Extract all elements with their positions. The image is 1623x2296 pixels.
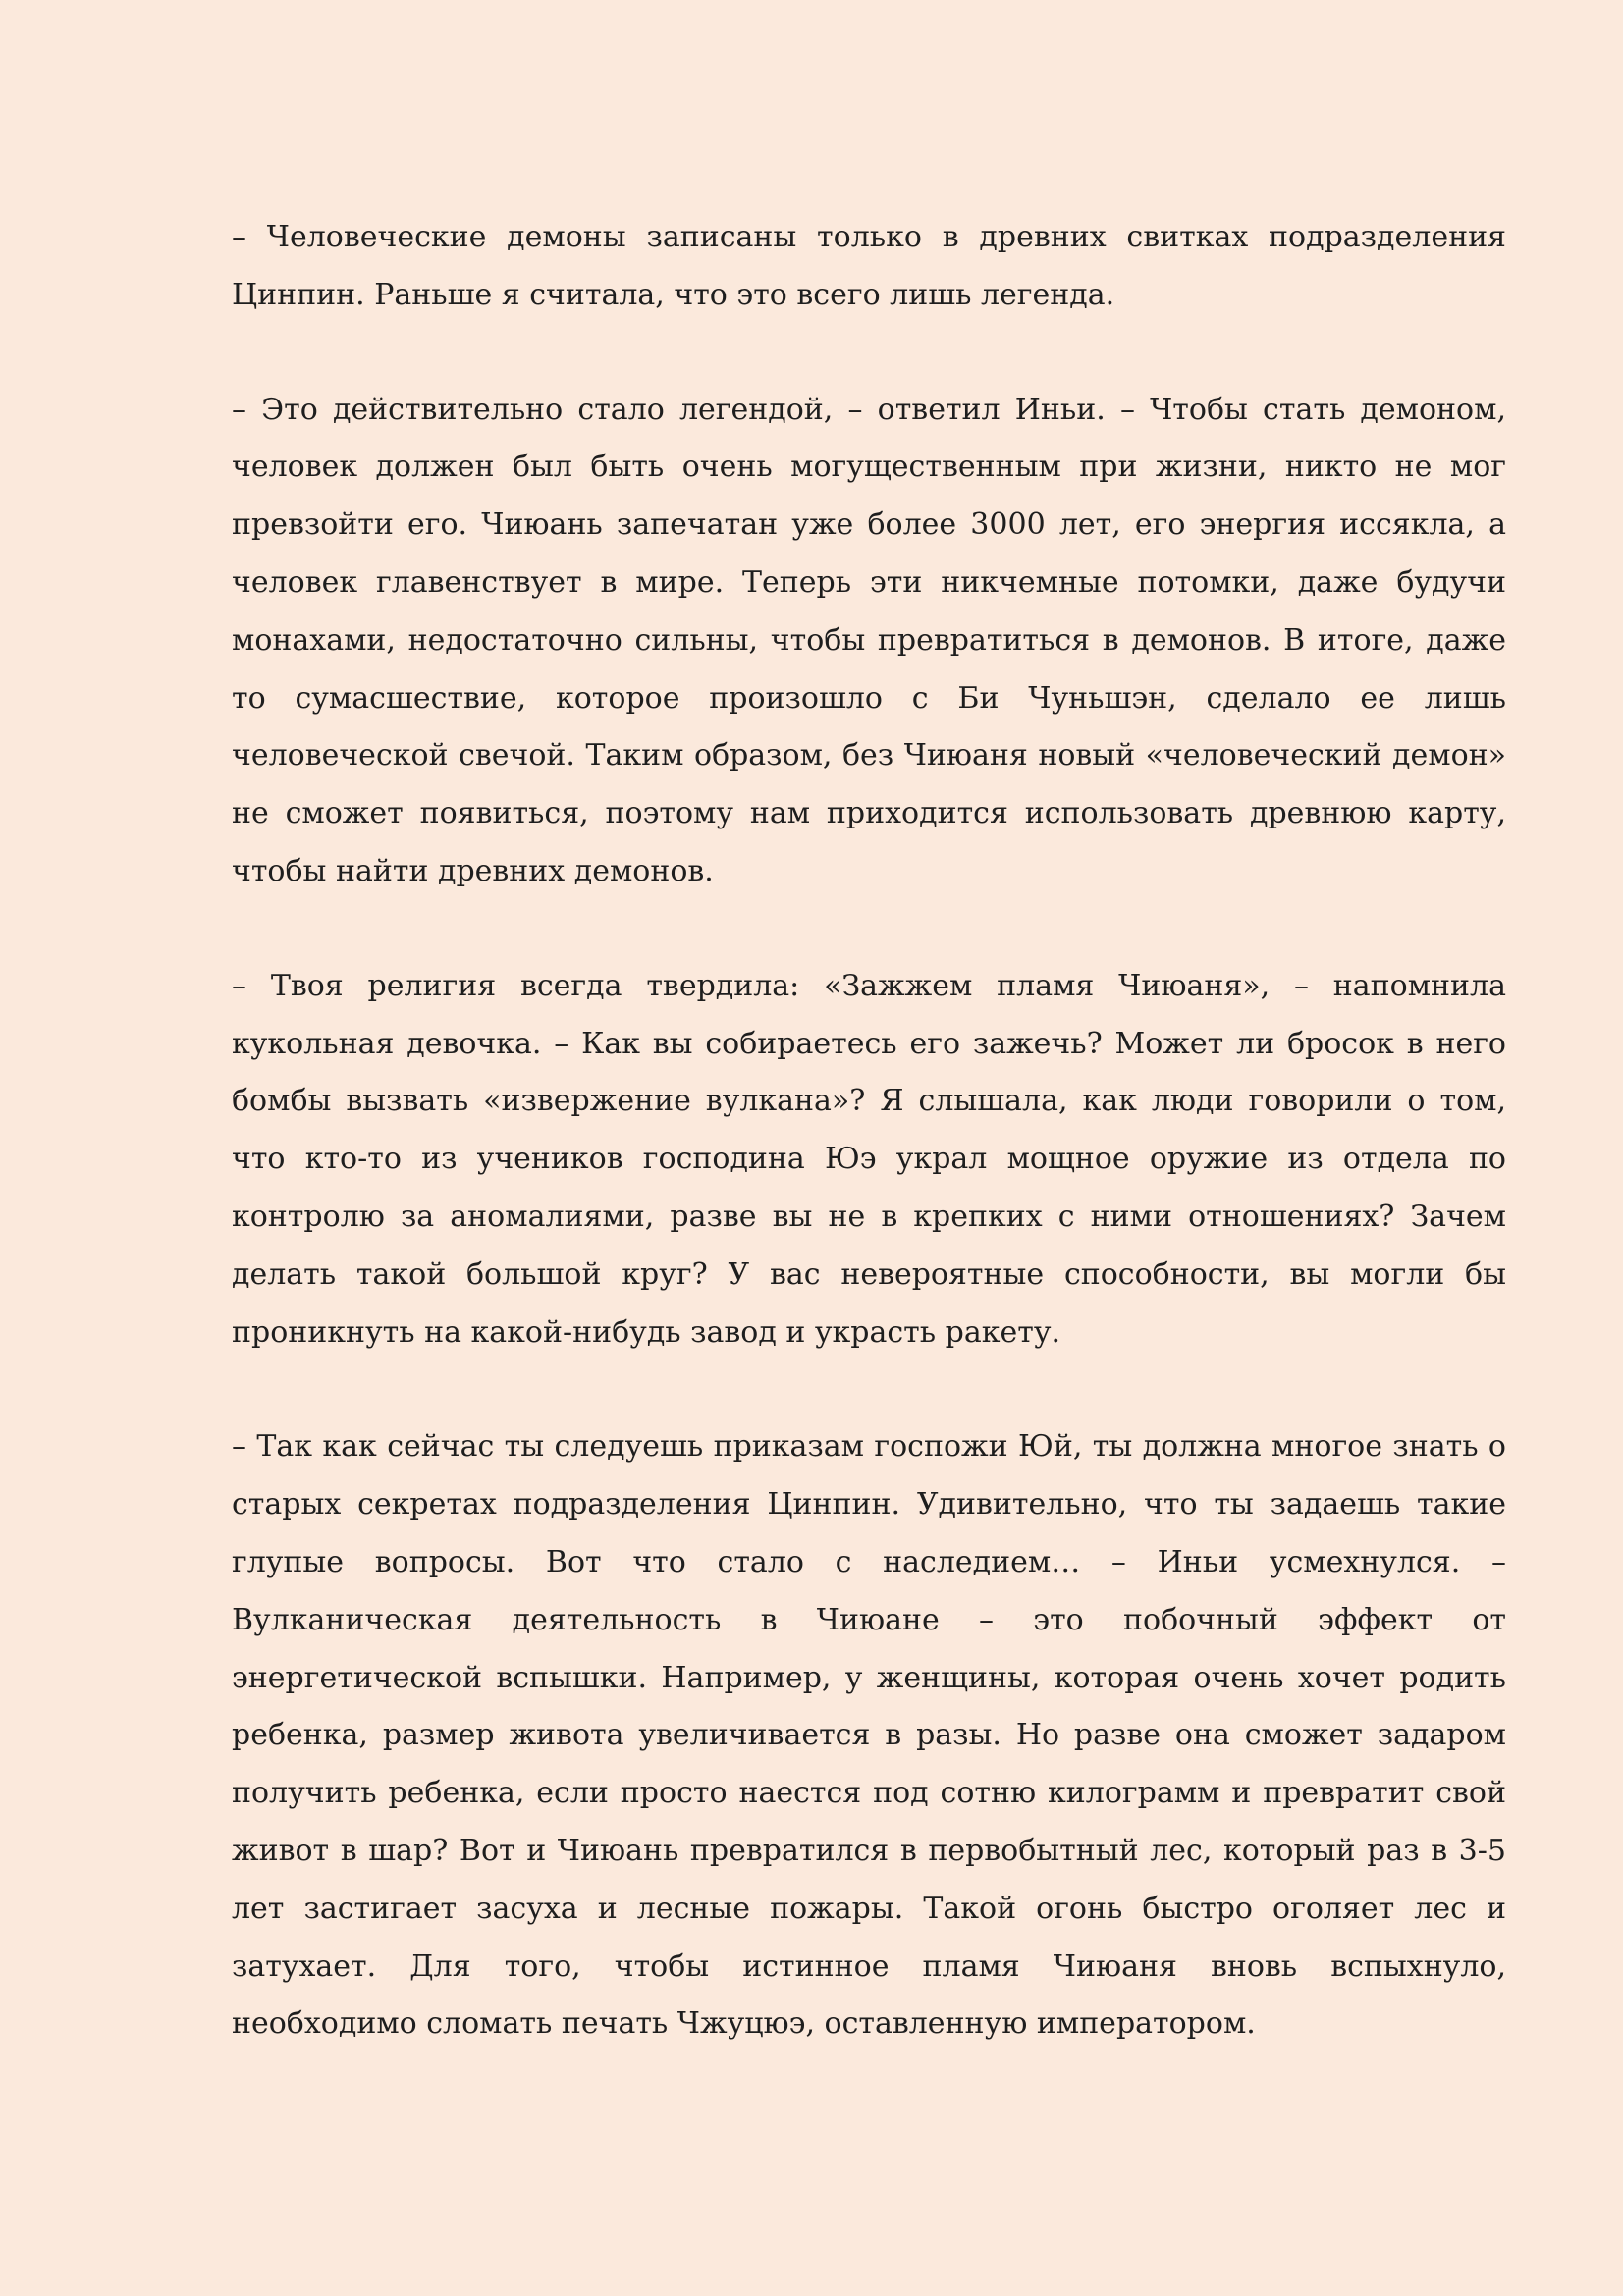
document-body [232,209,1506,2054]
paragraph-spacer [232,1362,1506,1418]
paragraph-3: – Твоя религия всегда твердила: «Зажжем пламя Чиюаня», – напомнила кукольная девочка. – Как вы собираетесь его зажечь? Может ли бросок в него бомбы вызвать «извержение вулкана»? Я слышала, как люди говорили о том, что кто-то из учеников господина Юэ украл мощное оружие из отдела по контролю за аномалиями, разве вы не в крепких с ними отношениях? Зачем делать такой большой круг? У вас невероятные способности, вы могли бы проникнуть на какой-нибудь завод и украсть ракету. [232,968,1506,1350]
paragraph-4: – Так как сейчас ты следуешь приказам госпожи Юй, ты должна многое знать о старых секретах подразделения Цинпин. Удивительно, что ты задаешь такие глупые вопросы. Вот что стало с наследием… – Иньи усмехнулся. – Вулканическая деятельность в Чиюане – это побочный эффект от энергетической вспышки. Например, у женщины, которая очень хочет родить ребенка, размер живота увеличивается в разы. Но разве она сможет задаром получить ребенка, если просто наестся под сотню килограмм и превратит свой живот в шар? Вот и Чиюань превратился в первобытный лес, который раз в 3-5 лет застигает засуха и лесные пожары. Такой огонь быстро оголяет лес и затухает. Для того, чтобы истинное пламя Чиюаня вновь вспыхнуло, необходимо сломать печать Чжуцюэ, оставленную императором. [232,1429,1506,2042]
paragraph-2: – Это действительно стало легендой, – ответил Иньи. – Чтобы стать демоном, человек должен был быть очень могущественным при жизни, никто не мог превзойти его. Чиюань запечатан уже более 3000 лет, его энергия иссякла, а человек главенствует в мире. Теперь эти никчемные потомки, даже будучи монахами, недостаточно сильны, чтобы превратиться в демонов. В итоге, даже то сумасшествие, которое произошло с Би Чуньшэн, сделало ее лишь человеческой свечой. Таким образом, без Чиюаня новый «человеческий демон» не сможет появиться, поэтому нам приходится использовать древнюю карту, чтобы найти древних демонов. [232,392,1506,888]
paragraph-1: – Человеческие демоны записаны только в древних свитках подразделения Цинпин. Раньше я считала, что это всего лишь легенда. [232,220,1506,312]
paragraph-spacer [232,325,1506,382]
paragraph-spacer [232,901,1506,958]
